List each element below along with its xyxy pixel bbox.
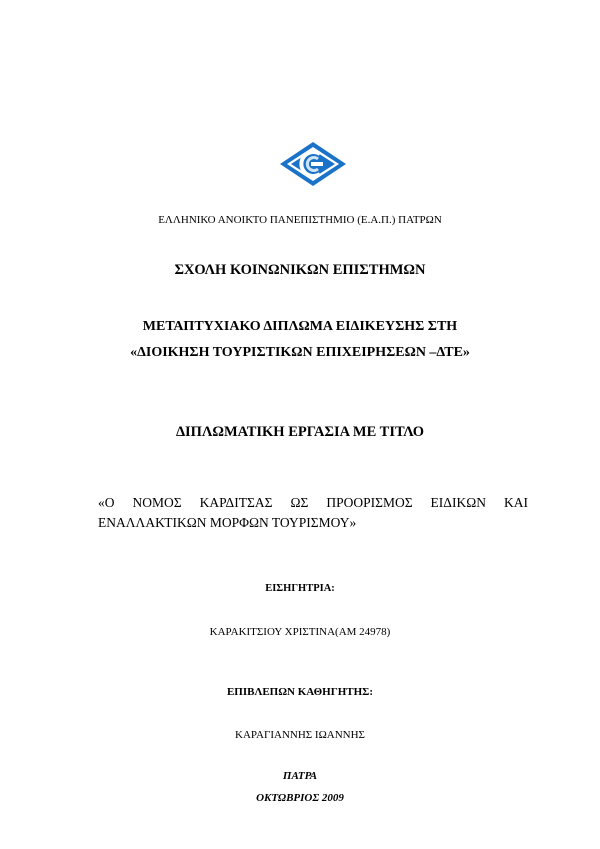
eap-logo-icon xyxy=(278,140,348,188)
thesis-title-line-1: «Ο ΝΟΜΟΣ ΚΑΡΔΙΤΣΑΣ ΩΣ ΠΡΟΟΡΙΣΜΟΣ ΕΙΔΙΚΩΝ ΚΑΙ xyxy=(98,495,528,510)
thesis-heading: ΔΙΠΛΩΜΑΤΙΚΗ ΕΡΓΑΣΙΑ ΜΕ ΤΙΤΛΟ xyxy=(175,424,425,440)
presenter-name: ΚΑΡΑΚΙΤΣΙΟΥ ΧΡΙΣΤΙΝΑ(ΑΜ 24978) xyxy=(209,626,391,638)
program-line-2: «ΔΙΟΙΚΗΣΗ ΤΟΥΡΙΣΤΙΚΩΝ ΕΠΙΧΕΙΡΗΣΕΩΝ –ΔΤΕ» xyxy=(130,345,470,360)
school-name: ΣΧΟΛΗ ΚΟΙΝΩΝΙΚΩΝ ΕΠΙΣΤΗΜΩΝ xyxy=(174,262,426,278)
program-line-1: ΜΕΤΑΠΤΥΧΙΑΚΟ ΔΙΠΛΩΜΑ ΕΙΔΙΚΕΥΣΗΣ ΣΤΗ xyxy=(142,319,458,334)
supervisor-label: ΕΠΙΒΛΕΠΩΝ ΚΑΘΗΓΗΤΗΣ: xyxy=(226,686,374,698)
thesis-title-line-2: ΕΝΑΛΛΑΚΤΙΚΩΝ ΜΟΡΦΩΝ ΤΟΥΡΙΣΜΟΥ» xyxy=(98,515,357,530)
university-name: ΕΛΛΗΝΙΚΟ ΑΝΟΙΚΤΟ ΠΑΝΕΠΙΣΤΗΜΙΟ (Ε.Α.Π.) ΠΑΤΡΩΝ xyxy=(158,214,442,226)
date: ΟΚΤΩΒΡΙΟΣ 2009 xyxy=(256,792,344,804)
thesis-title xyxy=(98,493,528,533)
presenter-label: ΕΙΣΗΓΗΤΡΙΑ: xyxy=(265,583,335,594)
place: ΠΑΤΡΑ xyxy=(282,770,318,782)
supervisor-name: ΚΑΡΑΓΙΑΝΝΗΣ ΙΩΑΝΝΗΣ xyxy=(235,729,365,741)
